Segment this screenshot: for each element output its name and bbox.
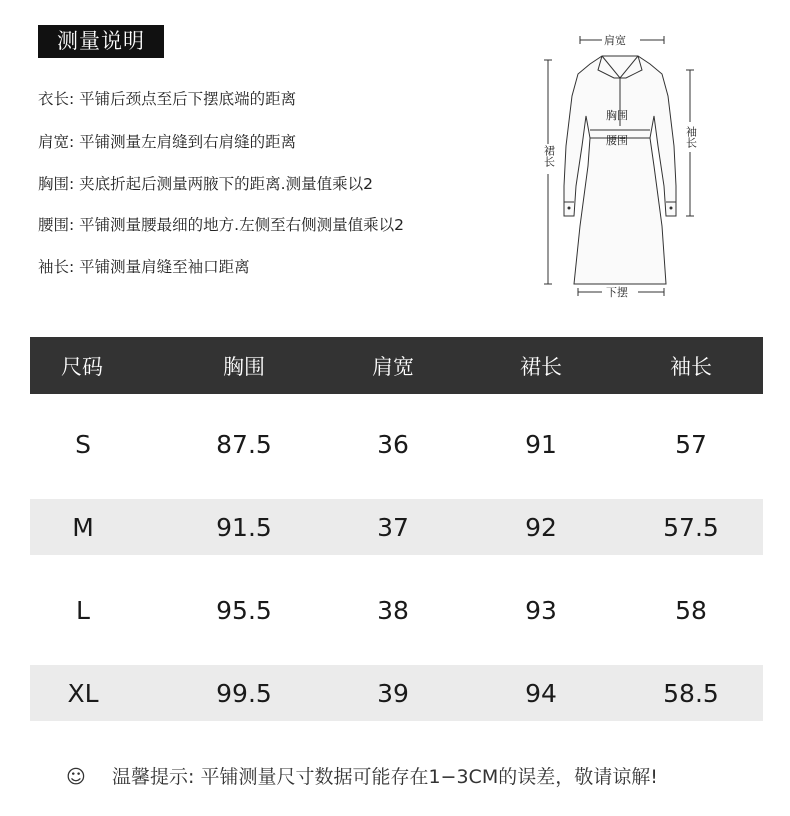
diagram-label-sleeve-length: 袖长 (684, 126, 698, 148)
table-row (30, 416, 763, 472)
cell-chest: 87.5 (216, 429, 272, 459)
diagram-label-skirt-length: 裙长 (542, 145, 556, 167)
header-shoulder: 肩宽 (372, 354, 414, 379)
header-chest: 胸围 (223, 354, 265, 379)
cell-skirt-length: 94 (525, 678, 557, 708)
diagram-label-hem: 下摆 (606, 286, 628, 299)
diagram-label-shoulder: 肩宽 (604, 34, 626, 47)
tip-text: 平铺测量尺寸数据可能存在1−3CM的误差，敬请谅解! (200, 766, 658, 788)
cell-sleeve-length: 58 (675, 595, 707, 625)
cell-sleeve-length: 57.5 (663, 512, 719, 542)
header-size: 尺码 (61, 354, 103, 379)
cell-shoulder: 38 (377, 595, 409, 625)
cell-shoulder: 36 (377, 429, 409, 459)
cell-size: M (72, 512, 94, 542)
cell-size: S (75, 429, 91, 459)
desc-shoulder: 肩宽: 平铺测量左肩缝到右肩缝的距离 (38, 133, 297, 151)
table-row (30, 582, 763, 638)
header-sleeve-length: 袖长 (670, 354, 712, 379)
desc-sleeve: 袖长: 平铺测量肩缝至袖口距离 (38, 258, 250, 276)
diagram-label-chest: 胸围 (606, 109, 628, 122)
table-row (30, 665, 763, 721)
desc-chest: 胸围: 夹底折起后测量两腋下的距离.测量值乘以2 (38, 175, 373, 193)
tip-note (66, 762, 658, 789)
cell-sleeve-length: 57 (675, 429, 707, 459)
dress-measurement-diagram (530, 26, 710, 304)
table-header (30, 337, 763, 394)
cell-sleeve-length: 58.5 (663, 678, 719, 708)
cell-shoulder: 37 (377, 512, 409, 542)
diagram-label-waist: 腰围 (606, 134, 628, 147)
section-title: 测量说明 (38, 25, 164, 58)
tip-label: 温馨提示: (112, 766, 195, 788)
cell-chest: 91.5 (216, 512, 272, 542)
cell-chest: 99.5 (216, 678, 272, 708)
cell-chest: 95.5 (216, 595, 272, 625)
cell-skirt-length: 91 (525, 429, 557, 459)
cell-skirt-length: 92 (525, 512, 557, 542)
cell-size: L (76, 595, 90, 625)
cell-size: XL (67, 678, 99, 708)
desc-length: 衣长: 平铺后颈点至后下摆底端的距离 (38, 90, 297, 108)
table-row (30, 499, 763, 555)
header-skirt-length: 裙长 (520, 354, 562, 379)
smile-icon: ☺ (66, 766, 86, 788)
cell-skirt-length: 93 (525, 595, 557, 625)
cell-shoulder: 39 (377, 678, 409, 708)
desc-waist: 腰围: 平铺测量腰最细的地方.左侧至右侧测量值乘以2 (38, 216, 404, 234)
size-table (30, 337, 763, 721)
